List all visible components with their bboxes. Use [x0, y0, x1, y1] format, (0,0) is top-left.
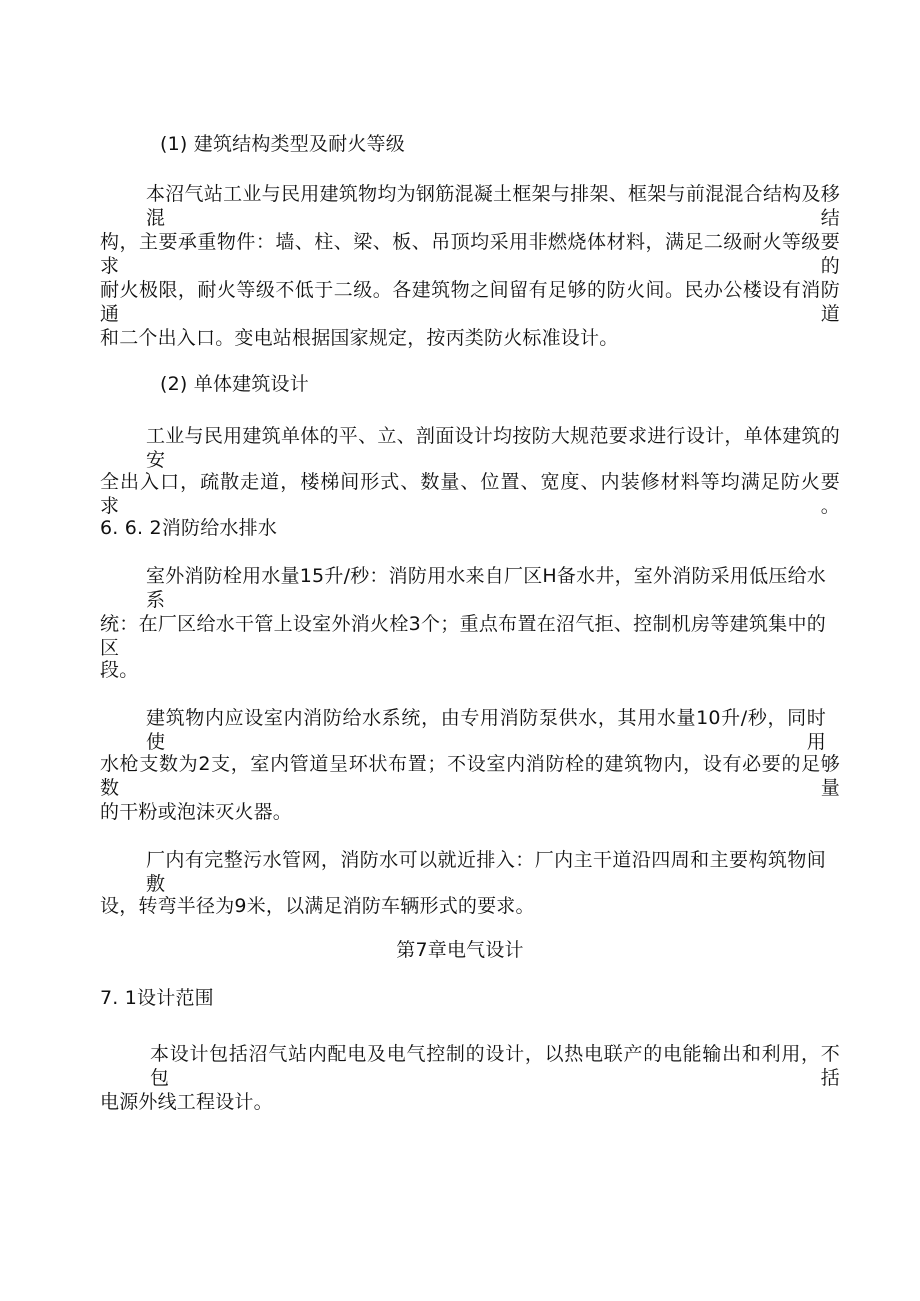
paragraph-line: 设，转弯半径为9米，以满足消防车辆形式的要求。 — [100, 895, 535, 917]
paragraph-line: 本沼气站工业与民用建筑物均为钢筋混凝土框架与排架、框架与前混混合结构及移混结 — [146, 183, 840, 229]
paragraph-line: 全出入口，疏散走道，楼梯间形式、数量、位置、宽度、内装修材料等均满足防火要求。 — [100, 471, 840, 517]
section-heading-6-6-2: 6. 6. 2消防给水排水 — [100, 517, 278, 539]
paragraph-line: 本设计包括沼气站内配电及电气控制的设计，以热电联产的电能输出和利用，不包括 — [150, 1043, 840, 1089]
section-heading-single-building: (2) 单体建筑设计 — [160, 373, 309, 395]
section-heading-structure: (1) 建筑结构类型及耐火等级 — [160, 133, 405, 155]
section-heading-7-1: 7. 1设计范围 — [100, 987, 214, 1009]
paragraph-line: 统：在厂区给水干管上设室外消火栓3个；重点布置在沼气拒、控制机房等建筑集中的区 — [100, 613, 826, 659]
paragraph-line: 和二个出入口。变电站根据国家规定，按丙类防火标准设计。 — [100, 327, 619, 349]
paragraph-line: 构，主要承重物件：墙、柱、梁、板、吊顶均采用非燃烧体材料，满足二级耐火等级要求的 — [100, 231, 840, 277]
paragraph-line: 耐火极限，耐火等级不低于二级。各建筑物之间留有足够的防火间。民办公楼设有消防通道 — [100, 279, 840, 325]
paragraph-line: 的干粉或泡沫灭火器。 — [100, 801, 293, 823]
paragraph-line: 建筑物内应设室内消防给水系统，由专用消防泵供水，其用水量10升/秒，同时使用 — [146, 707, 826, 753]
paragraph-line: 电源外线工程设计。 — [100, 1091, 273, 1113]
chapter-title: 第7章电气设计 — [396, 939, 524, 961]
paragraph-line: 室外消防栓用水量15升/秒：消防用水来自厂区H备水井，室外消防采用低压给水系 — [146, 565, 826, 611]
paragraph-line: 厂内有完整污水管网，消防水可以就近排入：厂内主干道沿四周和主要构筑物间敷 — [146, 849, 826, 895]
paragraph-line: 工业与民用建筑单体的平、立、剖面设计均按防大规范要求进行设计，单体建筑的安 — [146, 425, 840, 471]
paragraph-line: 段。 — [100, 659, 139, 681]
paragraph-line: 水枪支数为2支，室内管道呈环状布置；不设室内消防栓的建筑物内，设有必要的足够数量 — [100, 753, 840, 799]
